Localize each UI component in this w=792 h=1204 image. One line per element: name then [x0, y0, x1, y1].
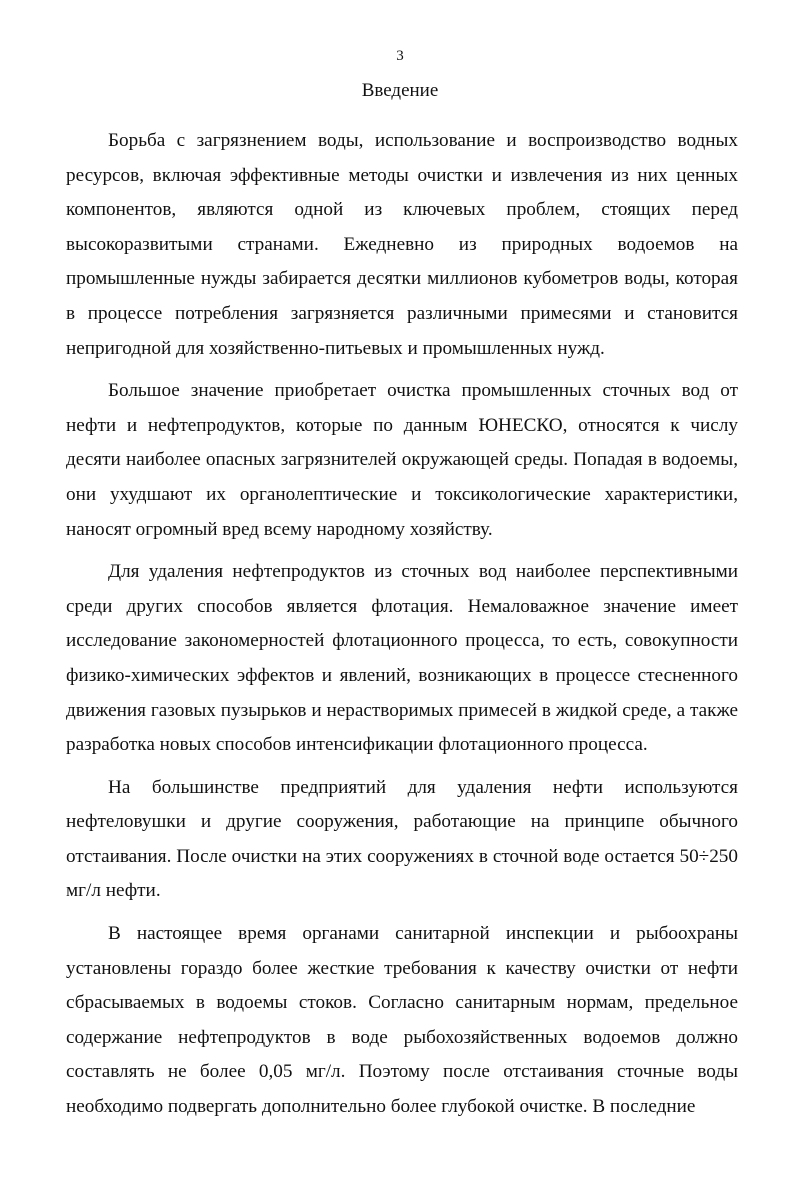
paragraph-oil-treatment: Большое значение приобретает очистка промышленных сточных вод от нефти и нефтепродуктов, которые по данным ЮНЕСКО, относятся к числу десяти наиболее опасных загрязнителей окружающей среды. Попадая в водоемы, они ухудшают их органолептические и токсикологические характеристики, наносят огромный вред всему народному хозяйству.	[66, 380, 738, 540]
paragraph-flotation: Для удаления нефтепродуктов из сточных вод наиболее перспективными среди других способов является флотация. Немаловажное значение имеет исследование закономерностей флотационного процесса, то есть, совокупности физико-химических эффектов и явлений, возникающих в процессе стесненного движения газовых пузырьков и нерастворимых примесей в жидкой среде, а также разработка новых способов интенсификации флотационного процесса.	[66, 561, 738, 756]
paragraph-water-pollution: Борьба с загрязнением воды, использование и воспроизводство водных ресурсов, включая эффективные методы очистки и извлечения из них ценных компонентов, являются одной из ключевых проблем, стоящих перед высокоразвитыми странами. Ежедневно из природных водоемов на промышленные нужды забирается десятки миллионов кубометров воды, которая в процессе потребления загрязняется различными примесями и становится непригодной для хозяйственно-питьевых и промышленных нужд.	[66, 130, 738, 359]
paragraph-oil-traps: На большинстве предприятий для удаления нефти используются нефтеловушки и другие сооружения, работающие на принципе обычного отстаивания. После очистки на этих сооружениях в сточной воде остается 50÷250 мг/л нефти.	[66, 776, 738, 902]
body-text	[66, 124, 738, 1133]
page-number: 3	[396, 48, 404, 64]
section-heading: Введение	[361, 80, 439, 101]
paragraph-sanitary-norms: В настоящее время органами санитарной инспекции и рыбоохраны установлены гораздо более жесткие требования к качеству очистки от нефти сбрасываемых в водоемы стоков. Согласно санитарным нормам, предельное содержание нефтепродуктов в воде рыбохозяйственных водоемов должно составлять не более 0,05 мг/л. Поэтому после отстаивания сточные воды необходимо подвергать дополнительно более глубокой очистке. В последние	[66, 923, 738, 1118]
